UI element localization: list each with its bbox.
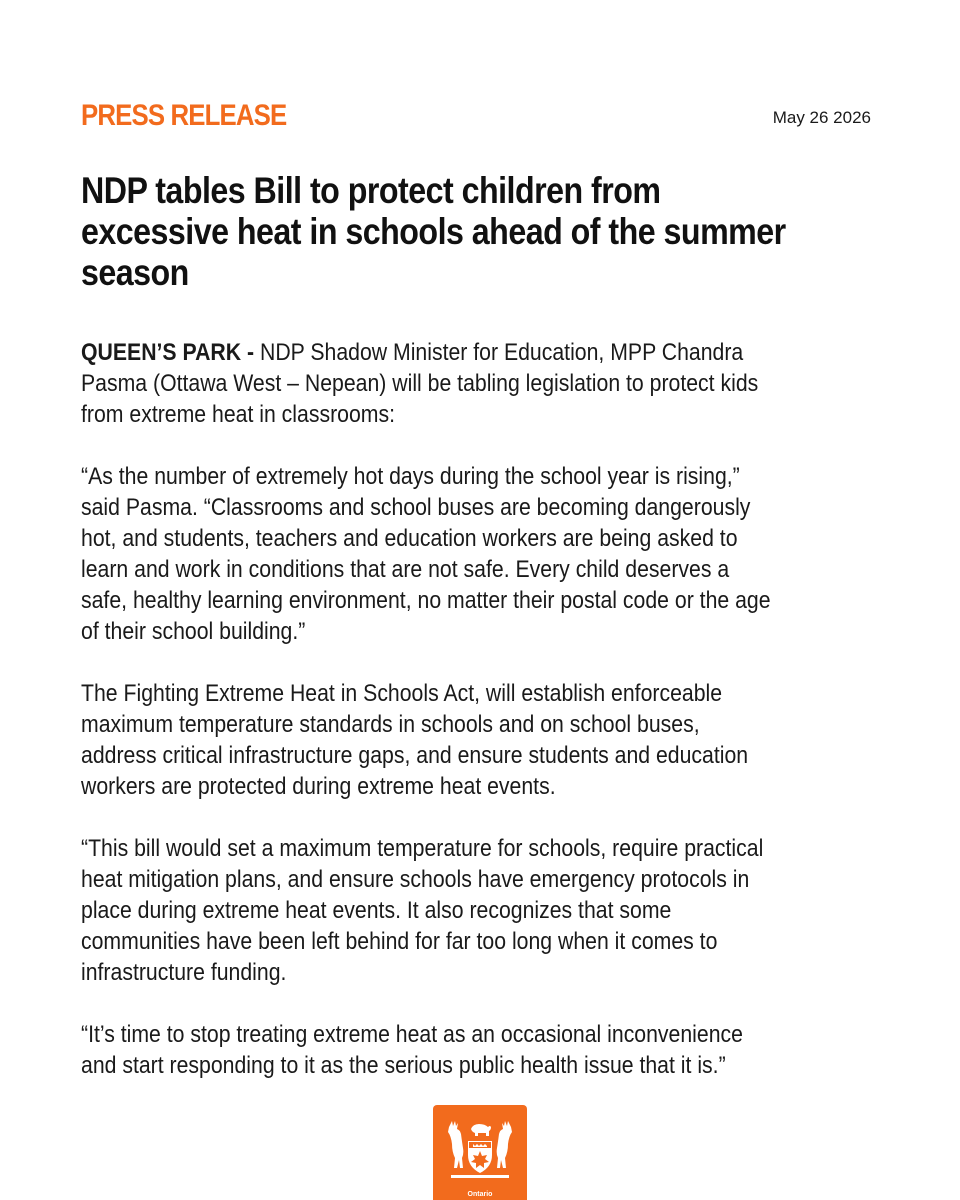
paragraph-line: hot, and students, teachers and education workers are being asked to (81, 525, 738, 552)
release-date: May 26 2026 (772, 108, 871, 127)
paragraph-quote-2 (81, 833, 878, 988)
paragraph-line: communities have been left behind for far too long when it comes to (81, 928, 718, 955)
intro-text: NDP Shadow Minister for Education, MPP Chandra (254, 339, 744, 366)
paragraph-line: safe, healthy learning environment, no matter their postal code or the age (81, 587, 771, 614)
headline-line: NDP tables Bill to protect children from (81, 170, 661, 211)
dateline: QUEEN’S PARK - (81, 339, 255, 366)
paragraph-line: place during extreme heat events. It also recognizes that some (81, 897, 672, 924)
paragraph-line: infrastructure funding. (81, 959, 287, 986)
paragraph-line: maximum temperature standards in schools and on school buses, (81, 711, 700, 738)
paragraph-quote-3 (81, 1019, 878, 1081)
headline-line: season (81, 252, 189, 293)
paragraph-line: and start responding to it as the serious public health issue that it is.” (81, 1052, 726, 1079)
paragraph-intro (81, 337, 878, 430)
paragraph-act (81, 678, 878, 802)
press-release-label: PRESS RELEASE (81, 99, 287, 132)
paragraph-line: workers are protected during extreme heat events. (81, 773, 556, 800)
paragraph-line: said Pasma. “Classrooms and school buses are becoming dangerously (81, 494, 751, 521)
paragraph-line: The Fighting Extreme Heat in Schools Act, will establish enforceable (81, 680, 723, 707)
paragraph-line: heat mitigation plans, and ensure schools have emergency protocols in (81, 866, 750, 893)
headline-line: excessive heat in schools ahead of the summer (81, 211, 786, 252)
paragraph-quote-1 (81, 461, 878, 647)
paragraph-line: “As the number of extremely hot days during the school year is rising,” (81, 463, 740, 490)
paragraph-line: Pasma (Ottawa West – Nepean) will be tabling legislation to protect kids (81, 370, 759, 397)
paragraph-line: “This bill would set a maximum temperature for schools, require practical (81, 835, 764, 862)
header-row (81, 96, 871, 140)
paragraph-line: “It’s time to stop treating extreme heat as an occasional inconvenience (81, 1021, 743, 1048)
paragraph-line: address critical infrastructure gaps, and ensure students and education (81, 742, 749, 769)
ontario-coat-of-arms-icon (433, 1105, 527, 1200)
logo-caption: Ontario (467, 1191, 493, 1198)
paragraph-line: of their school building.” (81, 618, 306, 645)
paragraph-line: from extreme heat in classrooms: (81, 401, 395, 428)
headline (81, 170, 864, 293)
paragraph-line: learn and work in conditions that are not safe. Every child deserves a (81, 556, 730, 583)
release-body (81, 337, 878, 1112)
paragraph-line (81, 337, 878, 368)
ontario-logo (433, 1105, 527, 1200)
